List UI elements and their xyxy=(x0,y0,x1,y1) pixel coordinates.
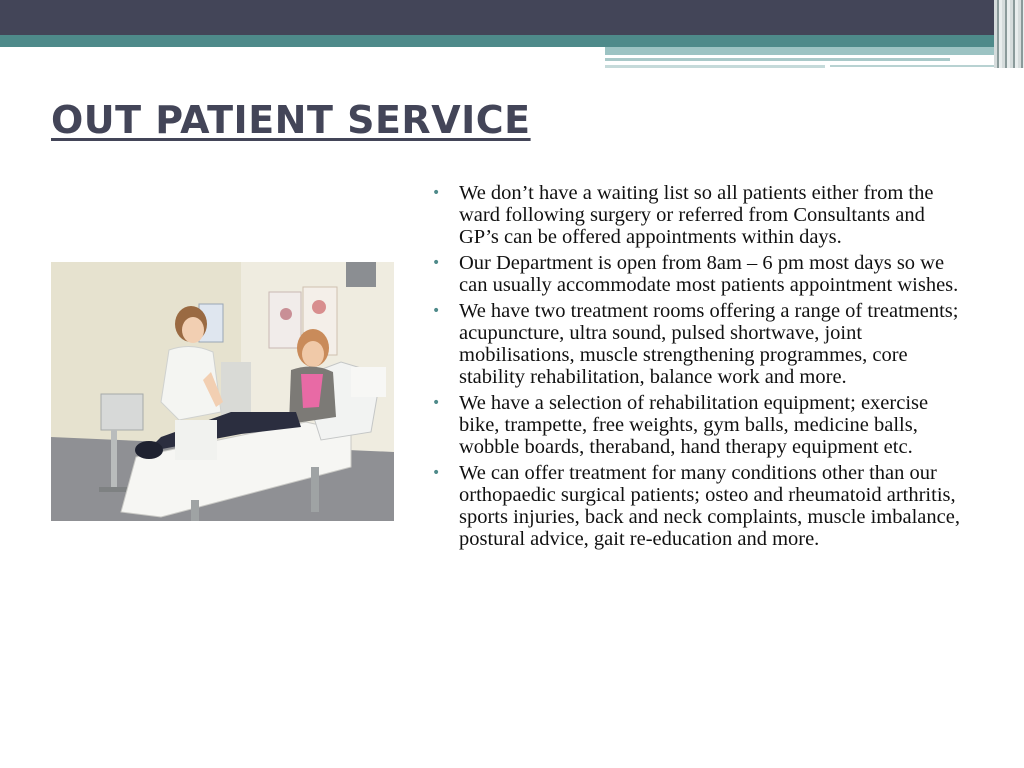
photo-illustration xyxy=(51,262,394,521)
bullet-text: We have two treatment rooms offering a range of treatments; acupuncture, ultra sound, pulsed shortwave, joint mobilisations, muscle strengthening programmes, core stability rehabilitation, balance work and more. xyxy=(459,300,959,388)
bullet-marker: • xyxy=(432,185,441,201)
bullet-text: We can offer treatment for many conditions other than our orthopaedic surgical patients; osteo and rheumatoid arthritis, sports injuries, back and neck complaints, muscle imbalance, postural advice, gait re-education and more. xyxy=(459,462,960,550)
accent-band-light xyxy=(605,47,1024,55)
bullet-item xyxy=(428,392,968,458)
slide-title: OUT PATIENT SERVICE xyxy=(51,98,531,142)
bullet-marker: • xyxy=(432,395,441,411)
decorative-line xyxy=(830,65,1005,67)
decorative-line xyxy=(605,65,825,68)
bullet-marker: • xyxy=(432,303,441,319)
bullet-text: Our Department is open from 8am – 6 pm most days so we can usually accommodate most patients appointment wishes. xyxy=(459,252,959,296)
bullet-item xyxy=(428,252,968,296)
bullet-item xyxy=(428,300,968,388)
bullet-text: We don’t have a waiting list so all patients either from the ward following surgery or referred from Consultants and GP’s can be offered appointments within days. xyxy=(459,182,934,248)
bullet-item xyxy=(428,462,968,550)
decorative-line xyxy=(605,58,950,61)
accent-band xyxy=(0,35,1024,47)
decorative-stripes xyxy=(994,0,1024,68)
bullet-marker: • xyxy=(432,465,441,481)
treatment-room-photo xyxy=(51,262,394,521)
bullet-text: We have a selection of rehabilitation equipment; exercise bike, trampette, free weights, gym balls, medicine balls, wobble boards, theraband, hand therapy equipment etc. xyxy=(459,392,929,458)
header-band xyxy=(0,0,1024,35)
bullet-list xyxy=(428,182,968,554)
bullet-marker: • xyxy=(432,255,441,271)
bullet-item xyxy=(428,182,968,248)
